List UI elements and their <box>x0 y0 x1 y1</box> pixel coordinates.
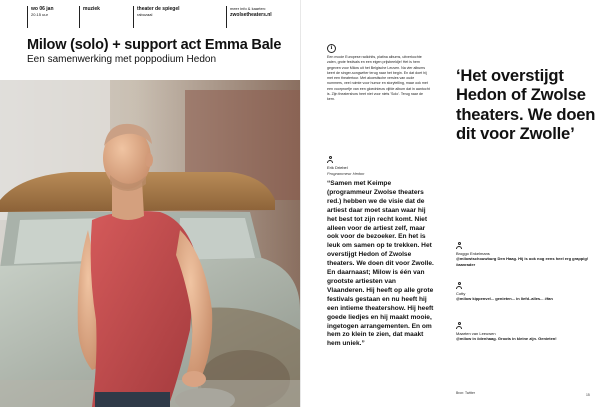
page-spine <box>300 0 301 407</box>
header-info-label: meer info & kaarten: <box>230 6 267 11</box>
user-icon <box>456 282 462 289</box>
header-info-url[interactable]: zwolsetheaters.nl <box>230 12 272 18</box>
info-icon: i <box>327 44 336 53</box>
user-icon <box>456 322 462 329</box>
author-role: Programmeur Hedon <box>327 170 365 176</box>
page-number: 15 <box>586 393 590 397</box>
header-venue-name: theater de spiegel <box>137 6 180 12</box>
tweet-item <box>456 322 596 354</box>
author-block <box>327 165 364 176</box>
pull-quote: ‘Het overstijgt Hedon of Zwolse theaters. We doen dit voor Zwolle’ <box>456 66 596 144</box>
tweet-author: Cotty <box>456 291 466 296</box>
header-date-day: wo 06 jan <box>31 6 54 12</box>
header-venue-hall: rabozaal <box>137 12 153 17</box>
tweet-source: Bron: Twitter <box>456 391 475 395</box>
header-genre-label: muziek <box>83 6 100 12</box>
tweet-text: @milow kippenvel... genieten... in liefd..alles... #fan <box>456 296 553 302</box>
tweet-list <box>456 242 596 362</box>
header-date-time: 20.15 uur <box>31 12 48 17</box>
intro-paragraph: Een mooie Europese radiohits, platina albums, uitverkochte zalen, grote festivals en een eigen prijsbeeldje! Het is hem gegeven voor Milow uit het Belgische Leuven. Na vier albums keert de singer-songwriter terug naar het begin. En dat doet hij met een theatertour. Met akoestische versies van oude nummers, veel ruimte voor humor en storytelling, maar ook met een voorproefje van een gloednieuw vijfde album dat in aantocht is. Zijn theatershow heet niet voor niets 'Solo'. Terug naar de kern. <box>327 55 430 102</box>
tweet-item <box>456 242 596 274</box>
article-title: Milow (solo) + support act Emma Bale <box>27 37 282 53</box>
header-venue <box>133 6 180 28</box>
header-info <box>226 6 272 28</box>
header-date <box>27 6 54 28</box>
tweet-item <box>456 282 596 314</box>
author-name: Erik Driebel <box>327 165 348 170</box>
tweet-author: Maarten van Leeuwen <box>456 331 496 336</box>
user-icon <box>327 156 333 163</box>
header-genre <box>79 6 100 28</box>
tweet-author: Broggo Enkelmans <box>456 251 490 256</box>
tweet-text: @milowtschouwburg Den Haag. Hij is ook nog eens heel erg grappig! #aanrader <box>456 256 589 267</box>
user-icon <box>456 242 462 249</box>
artist-photo <box>0 80 300 407</box>
interview-quote: “Samen met Keimpe (programmeur Zwolse theaters red.) hebben we de visie dat de artiest daar moet staan waar hij het best tot zijn recht komt. Niet alleen voor de artiest zelf, maar ook voor de bezoeker. En het is leuk om samen op te trekken. Het overstijgt Hedon of Zwolse theaters. We doen dit voor Zwolle. En daarnaast; Milow is één van grootste artiesten van Vlaanderen. Hij heeft op alle grote festivals gestaan en nu heeft hij een intieme theatershow. Hij heeft goede liedjes en hij maakt mooie, ingetogen arrangementen. En om hem zo klein te zien, dat maakt hem uniek.” <box>327 180 434 348</box>
tweet-text: @milow in #denhaag. Groots in kleine zijn. Genieten! <box>456 336 557 342</box>
article-subtitle: Een samenwerking met poppodium Hedon <box>27 54 216 65</box>
